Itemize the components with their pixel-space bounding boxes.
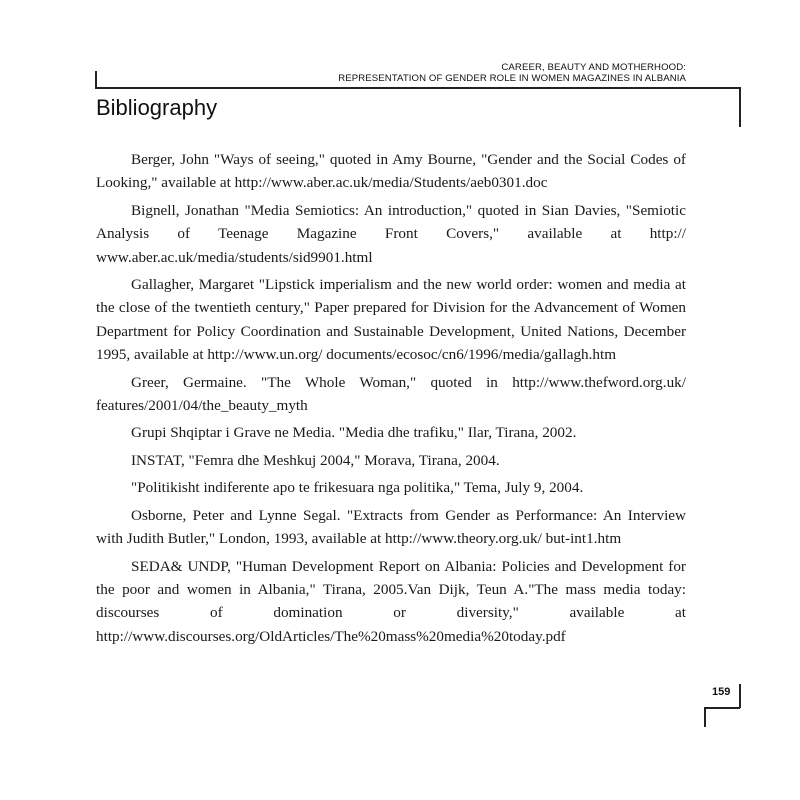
running-header	[338, 62, 686, 84]
bibliography-entry: SEDA& UNDP, "Human Development Report on Albania: Policies and Development for the poor and women in Albania," Tirana, 2005.Van Dijk, Teun A."The mass media today: discourses of domination or diversity," available at http://www.discourses.org/OldArticles/The%20mass%20media%20today.pdf	[96, 557, 686, 645]
page-number: 159	[712, 686, 731, 698]
header-rule	[95, 87, 740, 89]
running-header-line-2: REPRESENTATION OF GENDER ROLE IN WOMEN MAGAZINES IN ALBANIA	[338, 73, 686, 84]
bibliography-entry: Bignell, Jonathan "Media Semiotics: An introduction," quoted in Sian Davies, "Semiotic Analysis of Teenage Magazine Front Covers," available at http:// www.aber.ac.uk/media/students/sid9901.html	[96, 201, 686, 266]
section-title: Bibliography	[96, 95, 218, 120]
bibliography-entry: "Politikisht indiferente apo te frikesuara nga politika," Tema, July 9, 2004.	[131, 479, 584, 497]
running-header-line-1: CAREER, BEAUTY AND MOTHERHOOD:	[501, 62, 686, 73]
page-number-rule-horizontal	[704, 707, 740, 709]
page-number-rule-vertical	[739, 684, 741, 708]
header-rule-left	[95, 71, 97, 88]
bibliography-entry: Gallagher, Margaret "Lipstick imperialism and the new world order: women and media at the close of the twentieth century," Paper prepared for Division for the Advancement of Women Department for Policy Coordination and Sustainable Development, United Nations, December 1995, available at http://www.un.org/ documents/ecosoc/cn6/1996/media/gallagh.htm	[96, 276, 686, 364]
page-number-rule-lower	[704, 707, 706, 727]
bibliography-entry: Greer, Germaine. "The Whole Woman," quoted in http://www.thefword.org.uk/ features/2001/04/the_beauty_myth	[96, 373, 686, 415]
bibliography-entry: INSTAT, "Femra dhe Meshkuj 2004," Morava, Tirana, 2004.	[131, 451, 500, 469]
header-rule-right	[739, 87, 741, 127]
bibliography-list	[96, 148, 686, 652]
bibliography-entry: Grupi Shqiptar i Grave ne Media. "Media dhe trafiku," Ilar, Tirana, 2002.	[131, 424, 577, 442]
bibliography-entry: Berger, John "Ways of seeing," quoted in Amy Bourne, "Gender and the Social Codes of Looking," available at http://www.aber.ac.uk/media/Students/aeb0301.doc	[96, 151, 686, 192]
bibliography-entry: Osborne, Peter and Lynne Segal. "Extracts from Gender as Performance: An Interview with Judith Butler," London, 1993, available at http://www.theory.org.uk/ but-int1.htm	[96, 506, 686, 548]
